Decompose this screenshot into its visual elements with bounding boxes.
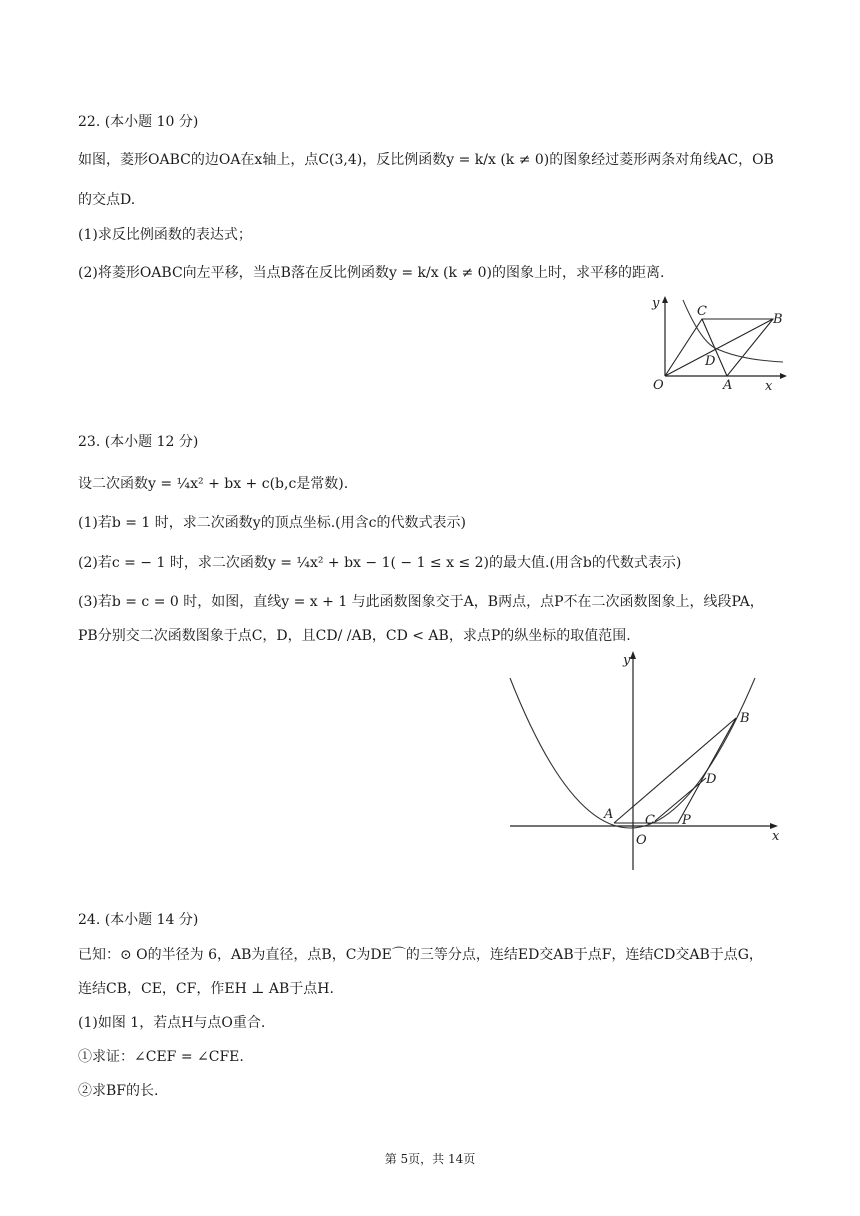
q24-statement-line2: 连结CB，CE，CF，作EH ⊥ AB于点H. [78,981,334,997]
q23-fig-label-O: O [636,833,647,848]
q23-figure [500,648,790,872]
q24-statement-line1: 已知：⊙ O的半径为 6，AB为直径，点B，C为DE⌒的三等分点，连结ED交AB于点F，连结CD交AB于点G， [78,947,763,963]
q23-part2: (2)若c = − 1 时，求二次函数y = ¼x² + bx − 1( − 1 ≤ x ≤ 2)的最大值.(用含b的代数式表示) [78,555,682,571]
q22-statement-line1: 如图，菱形OABC的边OA在x轴上，点C(3,4)，反比例函数y = k/x (k ≠ 0)的图象经过菱形两条对角线AC，OB [78,152,774,168]
q22-fig-label-A: A [723,378,733,393]
q23-fig-label-A: A [604,807,614,822]
q23-part3-line1: (3)若b = c = 0 时，如图，直线y = x + 1 与此函数图象交于A，B两点，点P不在二次函数图象上，线段PA， [78,594,764,610]
q22-fig-label-O: O [653,378,664,393]
q22-fig-label-C: C [697,304,707,319]
q23-fig-label-D: D [706,772,717,787]
q22-figure [645,292,795,394]
q24-part1: (1)如图 1，若点H与点O重合. [78,1015,266,1031]
q23-fig-label-x: x [772,829,780,844]
q22-statement-line2: 的交点D. [78,192,136,208]
q23-part1: (1)若b = 1 时，求二次函数y的顶点坐标.(用含c的代数式表示) [78,515,466,531]
q23-fig-label-y: y [623,653,631,668]
q22-header: 22. (本小题 10 分) [78,114,199,130]
q22-fig-label-B: B [773,312,783,327]
q24-sub1: ①求证：∠CEF = ∠CFE. [78,1049,244,1065]
q23-fig-label-B: B [740,711,750,726]
q23-statement: 设二次函数y = ¼x² + bx + c(b,c是常数). [78,476,349,492]
q23-part3-line2: PB分别交二次函数图象于点C，D，且CD/ /AB，CD < AB，求点P的纵坐标的取值范围. [78,628,631,644]
q22-part1: (1)求反比例函数的表达式； [78,227,252,243]
q23-fig-label-C: C [645,813,655,828]
q24-header: 24. (本小题 14 分) [78,912,199,928]
q23-fig-label-P: P [682,813,691,828]
q24-sub2: ②求BF的长. [78,1083,159,1099]
q23-header: 23. (本小题 12 分) [78,434,199,450]
q22-fig-label-x: x [765,379,773,394]
page-footer: 第 5页，共 14页 [384,1152,476,1166]
q22-part2: (2)将菱形OABC向左平移，当点B落在反比例函数y = k/x (k ≠ 0)的图象上时，求平移的距离. [78,265,665,281]
q22-fig-label-D: D [705,354,716,369]
q22-fig-label-y: y [652,296,660,311]
